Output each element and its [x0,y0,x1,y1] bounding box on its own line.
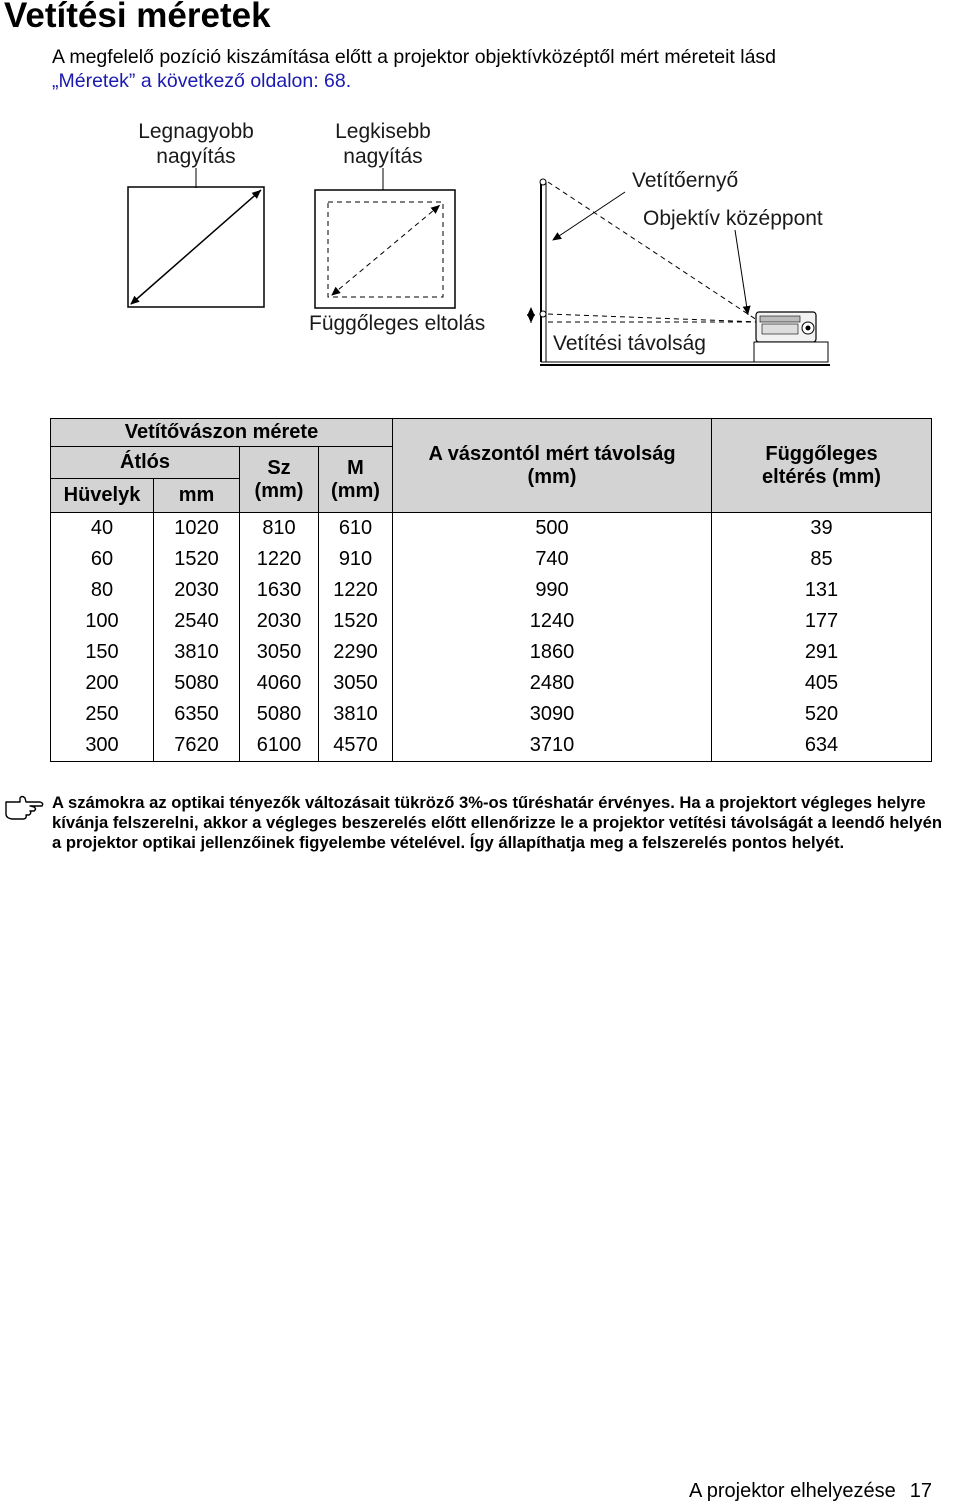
table-cell: 7620 [154,730,240,762]
table-cell: 500 [393,513,712,545]
table-cell: 2480 [393,668,712,699]
table-cell: 4570 [319,730,393,762]
table-cell: 634 [712,730,932,762]
table-cell: 60 [51,544,154,575]
table-cell: 405 [712,668,932,699]
table-cell: 3810 [319,699,393,730]
table-cell: 85 [712,544,932,575]
label-max-zoom: Legnagyobb [138,120,254,143]
projection-diagram [0,110,960,380]
table-cell: 1220 [240,544,319,575]
header-screen-size: Vetítővászon mérete [51,419,393,447]
header-diagonal: Átlós [51,447,240,479]
table-cell: 39 [712,513,932,545]
header-height [319,447,393,513]
intro-paragraph [52,45,942,93]
table-cell: 2540 [154,606,240,637]
table-cell: 5080 [154,668,240,699]
header-width-unit: (mm) [254,479,304,502]
table-cell: 3050 [240,637,319,668]
table-cell: 520 [712,699,932,730]
table-cell: 610 [319,513,393,545]
projection-dimensions-table [50,418,932,762]
table-cell: 6350 [154,699,240,730]
table-cell: 1240 [393,606,712,637]
footer-section: A projektor elhelyezése [688,1480,896,1502]
table-cell: 740 [393,544,712,575]
page-footer [689,1480,932,1503]
header-width-label: Sz [267,456,291,479]
table-cell: 177 [712,606,932,637]
label-min-zoom: Legkisebb [335,120,431,143]
intro-text: A megfelelő pozíció kiszámítása előtt a projektor objektívközéptől mért méreteit lásd [52,46,777,68]
table-cell: 291 [712,637,932,668]
max-zoom-screen [128,187,264,307]
header-vertical-offset [712,419,932,513]
table-cell: 250 [51,699,154,730]
table-cell: 40 [51,513,154,545]
header-offset-text: Függőleges [765,442,878,465]
dimensions-link[interactable]: „Méretek” a következő oldalon: 68. [52,70,352,92]
note-hand-icon [4,792,48,822]
table-cell: 810 [240,513,319,545]
table-cell: 100 [51,606,154,637]
table-cell: 1860 [393,637,712,668]
page-number: 17 [909,1480,932,1502]
table-row [51,513,932,545]
header-distance-text: A vászontól mért távolság [428,442,676,465]
header-height-unit: (mm) [331,479,380,502]
header-width [240,447,319,513]
table-cell: 6100 [240,730,319,762]
note-text: A számokra az optikai tényezők változásait tükröző 3%-os tűréshatár érvényes. Ha a projektort végleges helyre kívánja felszerelni, akkor a végleges beszerelés előtt ellenőrizze le a projektor vetítési távolságát a leendő helyén a projektor optikai jellenzőinek figyelembe vételével. Így állapíthatja meg a felszerelés pontos helyét. [52,793,942,852]
table-cell: 5080 [240,699,319,730]
table-cell: 910 [319,544,393,575]
table-row [51,668,932,699]
table-cell: 3050 [319,668,393,699]
table-cell: 2030 [154,575,240,606]
table-row [51,730,932,762]
table-row [51,637,932,668]
table-cell: 200 [51,668,154,699]
table-cell: 2030 [240,606,319,637]
header-distance [393,419,712,513]
table-cell: 131 [712,575,932,606]
table-cell: 150 [51,637,154,668]
label-vertical-offset: Függőleges eltolás [309,312,486,335]
table-cell: 80 [51,575,154,606]
header-mm: mm [154,479,240,513]
label-projection-distance: Vetítési távolság [553,332,706,355]
table-cell: 1220 [319,575,393,606]
label-screen: Vetítőernyő [632,169,739,192]
table-cell: 1020 [154,513,240,545]
table-cell: 300 [51,730,154,762]
table-row [51,544,932,575]
table-cell: 990 [393,575,712,606]
page-title: Vetítési méretek [4,0,271,35]
table-row [51,575,932,606]
table-cell: 1520 [319,606,393,637]
table-cell: 1520 [154,544,240,575]
table-row [51,606,932,637]
table-cell: 1630 [240,575,319,606]
table-cell: 3710 [393,730,712,762]
header-inch: Hüvelyk [51,479,154,513]
min-zoom-screen [315,190,455,308]
header-distance-unit: (mm) [527,465,577,488]
header-height-label: M [347,456,364,479]
table-cell: 3090 [393,699,712,730]
table-cell: 2290 [319,637,393,668]
header-offset-unit: eltérés (mm) [762,465,881,488]
table-cell: 4060 [240,668,319,699]
table-row [51,699,932,730]
label-lens-center: Objektív középpont [643,207,823,230]
label-max-zoom-2: nagyítás [156,145,236,168]
table-cell: 3810 [154,637,240,668]
label-min-zoom-2: nagyítás [343,145,423,168]
